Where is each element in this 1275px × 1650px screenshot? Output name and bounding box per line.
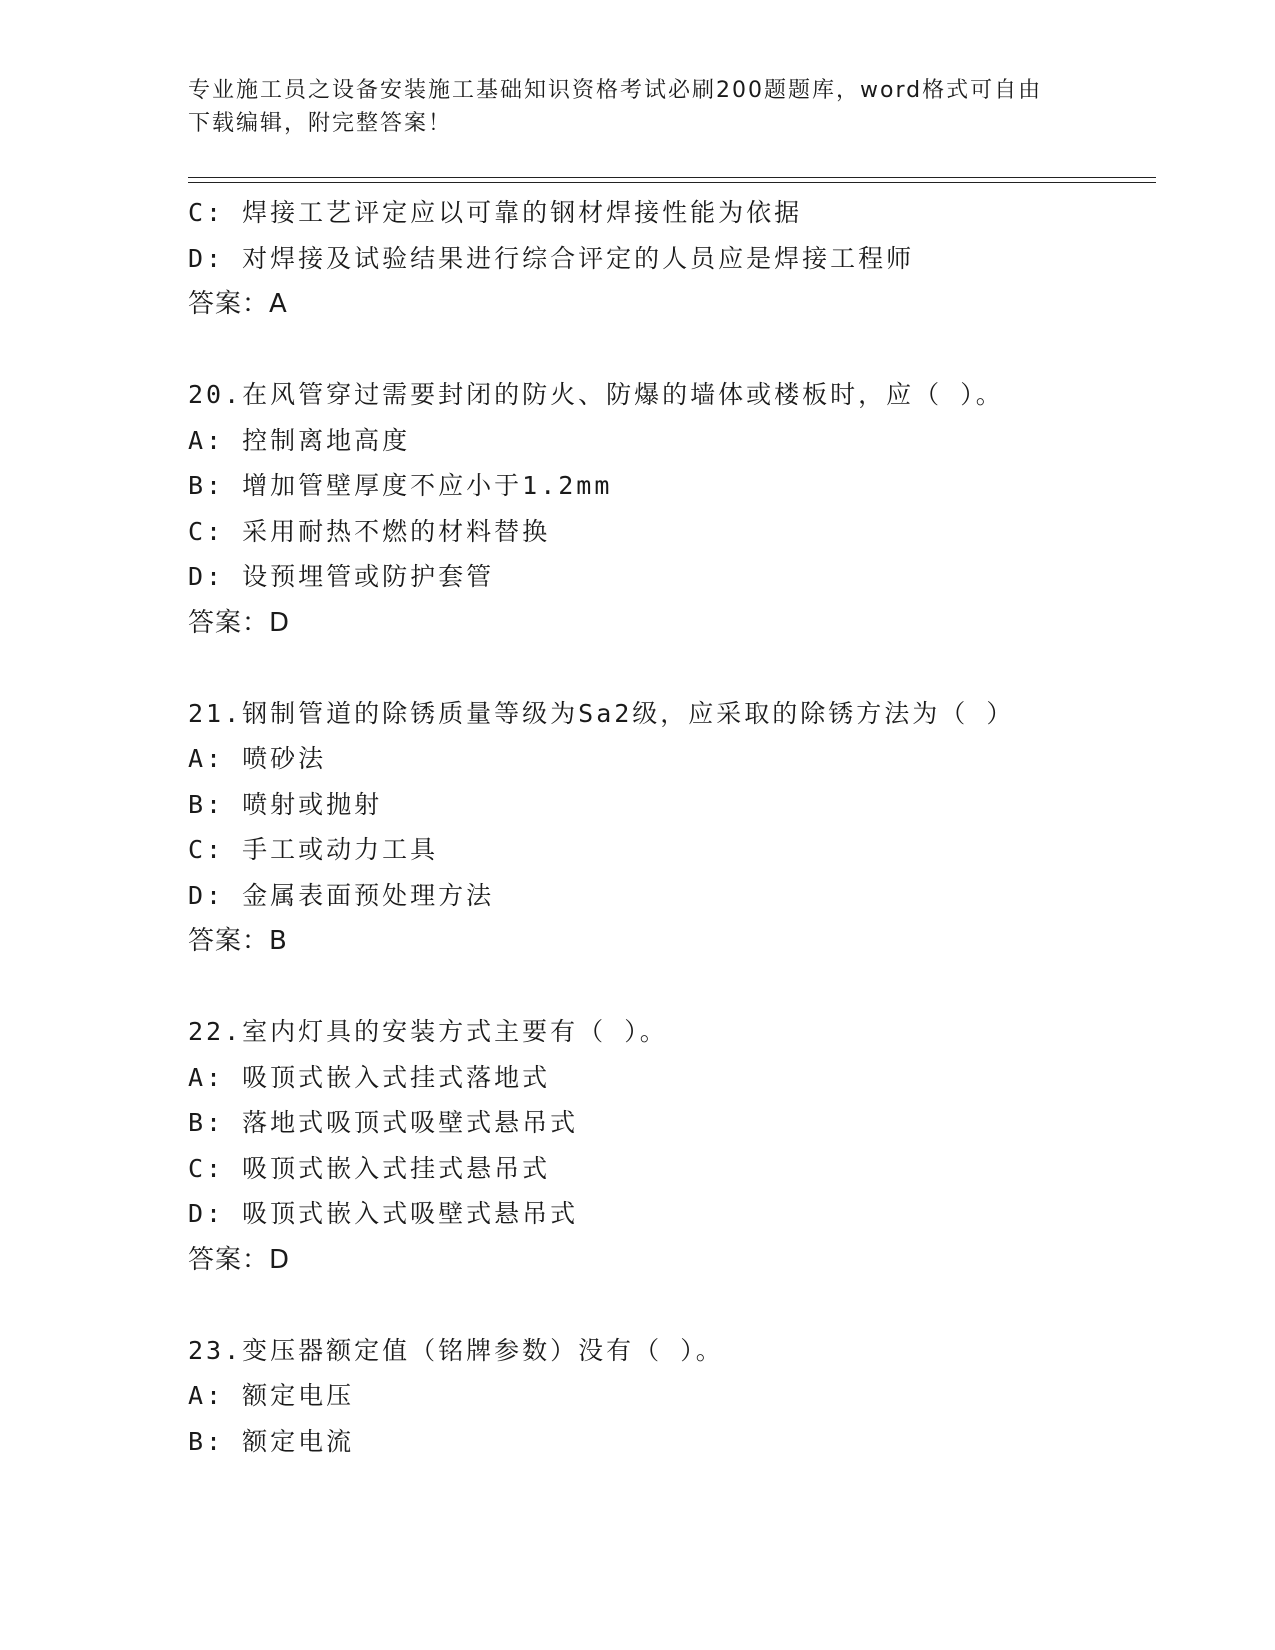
- option-c: C: 焊接工艺评定应以可靠的钢材焊接性能为依据: [188, 198, 803, 227]
- question-text: 22.室内灯具的安装方式主要有（ ）。: [188, 1017, 668, 1046]
- answer-label: 答案：D: [188, 607, 291, 638]
- answer-label: 答案：A: [188, 289, 288, 319]
- option-d: D: 设预埋管或防护套管: [188, 562, 495, 591]
- question-text: 20.在风管穿过需要封闭的防火、防爆的墙体或楼板时，应（ ）。: [188, 380, 1004, 409]
- question-text: 21.钢制管道的除锈质量等级为Sa2级，应采取的除锈方法为（ ）: [188, 698, 1015, 728]
- option-b: B: 增加管壁厚度不应小于1.2mm: [188, 471, 613, 500]
- spacer: [188, 327, 1156, 372]
- document-header: [188, 74, 1088, 140]
- question-21: [188, 691, 1156, 965]
- header-rule-bottom: [188, 182, 1156, 183]
- spacer: [188, 1283, 1156, 1328]
- option-c: C: 采用耐热不燃的材料替换: [188, 516, 551, 546]
- header-line-2: 下载编辑，附完整答案！: [188, 111, 453, 136]
- option-d: D: 金属表面预处理方法: [188, 880, 495, 910]
- option-c: C: 手工或动力工具: [188, 835, 439, 864]
- option-d: D: 吸顶式嵌入式吸壁式悬吊式: [188, 1199, 579, 1228]
- question-text: 23.变压器额定值（铭牌参数）没有（ ）。: [188, 1335, 724, 1365]
- option-b: B: 落地式吸顶式吸壁式悬吊式: [188, 1108, 579, 1137]
- header-line-1: 专业施工员之设备安装施工基础知识资格考试必刷200题题库，word格式可自由: [188, 78, 1043, 103]
- option-a: A: 额定电压: [188, 1381, 355, 1410]
- question-22: [188, 1009, 1156, 1283]
- question-20: [188, 372, 1156, 646]
- spacer: [188, 646, 1156, 691]
- question-list: [188, 190, 1156, 1464]
- option-a: A: 喷砂法: [188, 744, 327, 773]
- option-b: B: 喷射或抛射: [188, 789, 383, 819]
- option-c: C: 吸顶式嵌入式挂式悬吊式: [188, 1153, 551, 1183]
- answer-label: 答案：B: [188, 926, 288, 956]
- spacer: [188, 964, 1156, 1009]
- option-b: B: 额定电流: [188, 1426, 355, 1456]
- header-rule-top: [188, 177, 1156, 178]
- question-23: [188, 1328, 1156, 1465]
- answer-label: 答案：D: [188, 1244, 291, 1275]
- option-d: D: 对焊接及试验结果进行综合评定的人员应是焊接工程师: [188, 243, 915, 273]
- option-a: A: 控制离地高度: [188, 425, 411, 455]
- option-a: A: 吸顶式嵌入式挂式落地式: [188, 1062, 551, 1092]
- question-19-tail: [188, 190, 1156, 327]
